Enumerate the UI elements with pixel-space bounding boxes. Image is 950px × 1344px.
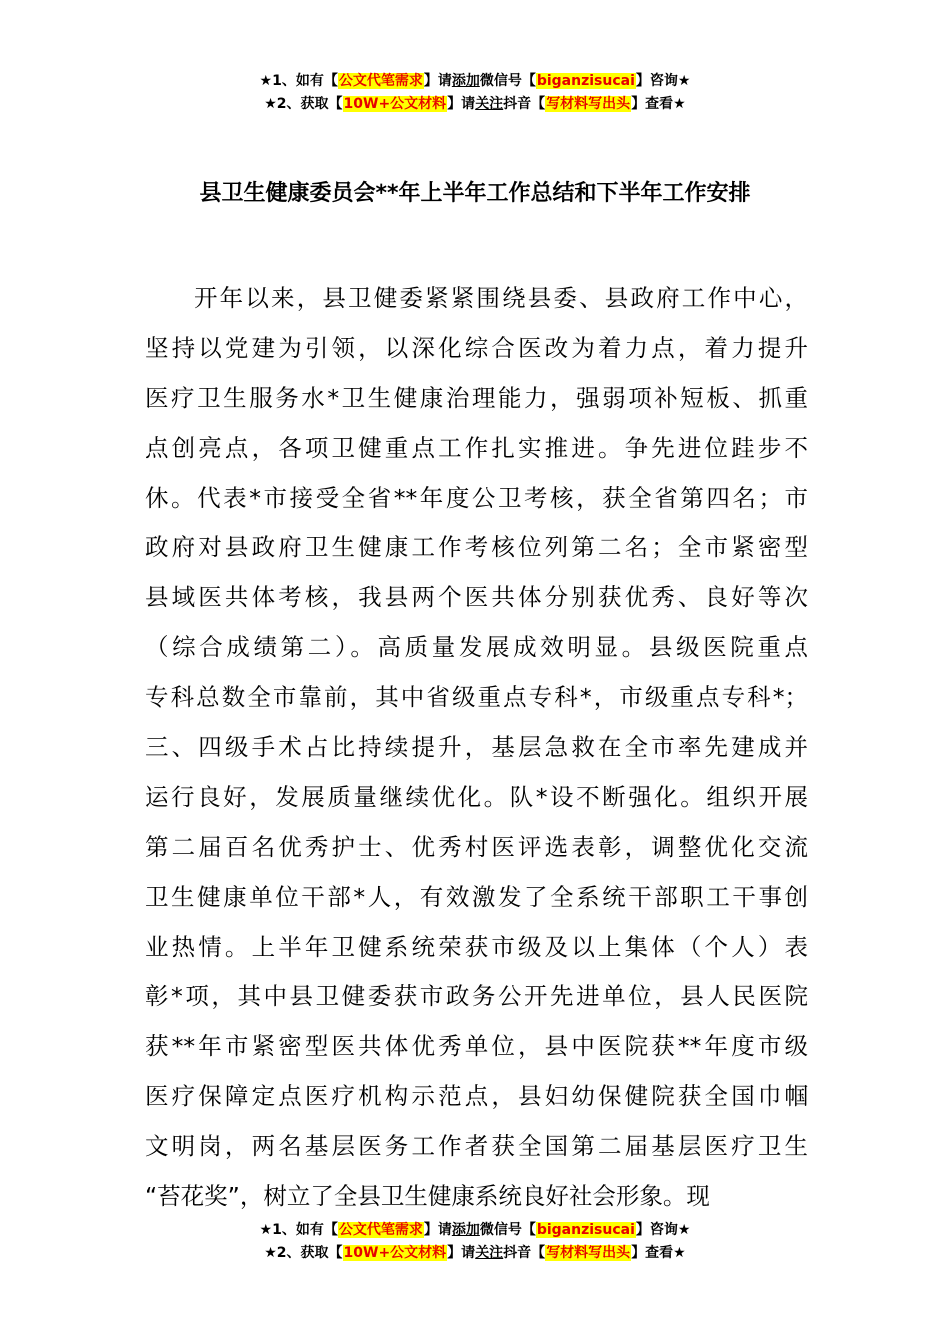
notice-text: 】查看★ — [631, 96, 686, 112]
notice-underline: 添加 — [451, 73, 480, 89]
notice-line-2 — [0, 1242, 950, 1265]
document-body — [145, 274, 845, 1222]
notice-text: 微信号【 — [479, 1222, 536, 1238]
wechat-id: biganzisucai — [536, 1222, 635, 1238]
douyin-account: 写材料写出头 — [546, 1245, 631, 1261]
notice-text: 】请 — [447, 96, 476, 112]
notice-underline: 关注 — [475, 96, 504, 112]
footer-notice — [0, 1219, 950, 1265]
body-line: 点创亮点，各项卫健重点工作扎实推进。争先进位跬步不 — [145, 433, 808, 462]
notice-text: ★1、如有【 — [259, 73, 338, 89]
notice-underline: 添加 — [451, 1222, 480, 1238]
notice-highlight: 公文代笔需求 — [338, 73, 423, 89]
notice-line-2 — [0, 93, 950, 116]
notice-text: ★2、获取【 — [264, 96, 343, 112]
notice-text: 】咨询★ — [635, 73, 691, 89]
body-line: 休。代表*市接受全省**年度公卫考核，获全省第四名；市 — [145, 483, 808, 512]
body-line: 运行良好，发展质量继续优化。队*设不断强化。组织开展 — [145, 782, 808, 811]
notice-text: ★1、如有【 — [259, 1222, 338, 1238]
body-line: 开年以来，县卫健委紧紧围绕县委、县政府工作中心， — [194, 284, 808, 312]
body-line: 专科总数全市靠前，其中省级重点专科*，市级重点专科*； — [145, 683, 808, 712]
body-line: 卫生健康单位干部*人，有效激发了全系统干部职工干事创 — [145, 882, 808, 911]
notice-text: 】请 — [423, 1222, 452, 1238]
notice-underline: 关注 — [475, 1245, 504, 1261]
notice-line-1 — [0, 1219, 950, 1242]
header-notice — [0, 70, 950, 116]
body-line: 第二届百名优秀护士、优秀村医评选表彰，调整优化交流 — [145, 832, 808, 861]
body-line: （综合成绩第二）。高质量发展成效明显。县级医院重点 — [145, 633, 808, 662]
notice-text: ★2、获取【 — [264, 1245, 343, 1261]
notice-text: 】请 — [423, 73, 452, 89]
body-line: “苔花奖”，树立了全县卫生健康系统良好社会形象。现 — [145, 1182, 710, 1211]
notice-highlight: 10W+公文材料 — [343, 96, 447, 112]
notice-highlight: 10W+公文材料 — [343, 1245, 447, 1261]
notice-text: 抖音【 — [503, 1245, 546, 1261]
body-line: 彰*项，其中县卫健委获市政务公开先进单位，县人民医院 — [145, 982, 808, 1011]
notice-text: 】咨询★ — [635, 1222, 691, 1238]
body-line: 三、四级手术占比持续提升，基层急救在全市率先建成并 — [145, 733, 808, 762]
notice-text: 】请 — [447, 1245, 476, 1261]
notice-line-1 — [0, 70, 950, 93]
body-line: 获**年市紧密型医共体优秀单位，县中医院获**年度市级 — [145, 1032, 808, 1061]
notice-text: 微信号【 — [479, 73, 536, 89]
notice-highlight: 公文代笔需求 — [338, 1222, 423, 1238]
body-line: 业热情。上半年卫健系统荣获市级及以上集体（个人）表 — [145, 932, 808, 961]
body-line: 坚持以党建为引领，以深化综合医改为着力点，着力提升 — [145, 333, 808, 362]
body-line: 文明岗，两名基层医务工作者获全国第二届基层医疗卫生 — [145, 1132, 808, 1161]
body-line: 政府对县政府卫生健康工作考核位列第二名；全市紧密型 — [145, 533, 808, 562]
notice-text: 抖音【 — [503, 96, 546, 112]
document-title: 县卫生健康委员会**年上半年工作总结和下半年工作安排 — [199, 181, 751, 206]
douyin-account: 写材料写出头 — [546, 96, 631, 112]
body-line: 县域医共体考核，我县两个医共体分别获优秀、良好等次 — [145, 583, 808, 612]
body-line: 医疗卫生服务水*卫生健康治理能力，强弱项补短板、抓重 — [145, 383, 808, 412]
notice-text: 】查看★ — [631, 1245, 686, 1261]
wechat-id: biganzisucai — [536, 73, 635, 89]
body-line: 医疗保障定点医疗机构示范点，县妇幼保健院获全国巾帼 — [145, 1082, 808, 1111]
